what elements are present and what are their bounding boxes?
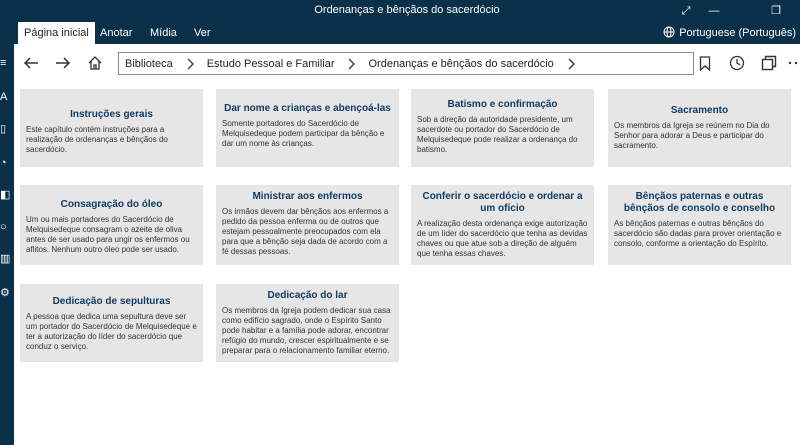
more-options-button[interactable] [786,52,800,74]
home-icon [87,55,103,71]
breadcrumb-item-estudo[interactable]: Estudo Pessoal e Familiar [206,57,335,70]
bookmark-icon [699,56,711,71]
search-icon[interactable]: ○ [0,221,7,233]
history-icon[interactable]: ◔ [0,157,7,169]
minimize-button[interactable]: — [708,5,720,17]
language-label: Portuguese (Português) [679,27,796,39]
chevron-right-icon[interactable] [564,57,578,71]
content-area [14,82,800,445]
window-title: Ordenanças e bênçãos do sacerdócio [314,4,500,16]
history-button[interactable] [726,52,748,74]
left-rail [0,0,14,445]
card-text: Os membros da Igreja se reúnem no Dia do Senhor para adorar a Deus e participar do sacramento. [614,121,770,150]
card-title: Conferir o sacerdócio e ordenar a um ofício [422,191,583,214]
home-button[interactable] [84,52,106,74]
menu-icon[interactable]: ≡ [0,57,7,69]
card-bencaos-paternas[interactable] [608,185,791,265]
card-instrucoes-gerais[interactable] [20,89,203,167]
card-text: Somente portadores do Sacerdócio de Melquisedeque podem participar da bênção e dar um nome às crianças. [222,119,385,148]
restore-button[interactable]: ❐ [771,5,781,17]
navigation-row [14,44,800,82]
card-title: Sacramento [670,105,729,116]
tab-anotar[interactable]: Anotar [100,27,133,39]
card-title: Batismo e confirmação [447,99,558,110]
breadcrumb-item-current[interactable]: Ordenanças e bênçãos do sacerdócio [368,57,554,70]
settings-icon[interactable]: ⚙ [0,287,10,299]
card-title: Dedicação do lar [267,290,348,301]
card-title: Dedicação de sepulturas [52,296,171,307]
tab-ver[interactable]: Ver [194,27,211,39]
card-conferir-sacerdocio[interactable] [411,185,594,265]
chevron-right-icon [344,57,358,71]
card-ministrar-enfermos[interactable] [216,185,399,265]
card-text: Os irmãos devem dar bênçãos aos enfermos a pedido da pessoa enferma ou de outros que estejam pessoalmente preocupados com ela para que a bênção seja dada de acordo com a fé dessas pessoas. [222,207,389,256]
card-batismo[interactable] [411,89,594,167]
title-bar [14,0,800,22]
card-sacramento[interactable] [608,89,791,167]
card-dedicacao-sepulturas[interactable] [20,284,203,362]
bookmark-button[interactable] [694,52,716,74]
card-text: Um ou mais portadores do Sacerdócio de Melquisedeque consagram o azeite de oliva antes de ser usado para ungir os enfermos ou aflitos. Nenhum outro óleo pode ser usado. [26,215,190,254]
card-consagracao-oleo[interactable] [20,185,203,265]
library-icon[interactable]: ▥ [0,253,11,265]
menu-bar [14,22,800,44]
breadcrumb-item-biblioteca[interactable]: Biblioteca [125,57,173,70]
clock-icon [729,55,745,71]
copy-windows-icon [761,55,777,71]
card-text: Sob a direção da autoridade presidente, um sacerdote ou portador do Sacerdócio de Melquisedeque pode realizar a ordenança do batismo. [417,115,578,154]
card-text: Este capítulo contém instruções para a realização de ordenanças e bênçãos do sacerdócio. [26,125,168,154]
back-button[interactable] [20,52,42,74]
card-text: As bênçãos paternas e outras bênçãos do sacerdócio são dadas para prover orientação e consolo, conforme a orientação do Espírito. [614,219,782,248]
card-title: Bênçãos paternas e outras bênçãos de consolo e conselho [623,191,776,214]
fullscreen-icon[interactable]: ⤢ [681,5,691,17]
card-title: Instruções gerais [70,109,153,120]
tab-midia[interactable]: Mídia [150,27,177,39]
card-dedicacao-lar[interactable] [216,284,399,362]
card-dar-nome[interactable] [216,89,399,167]
breadcrumb [118,52,694,75]
bookmark-icon[interactable]: ▯ [0,123,7,135]
card-text: A pessoa que dedica uma sepultura deve ser um portador do Sacerdócio de Melquisedeque e ter a autorização do líder do sacerdócio que conduz o serviço. [26,312,197,351]
more-icon [788,61,798,65]
arrow-right-icon [55,56,71,70]
card-title: Consagração do óleo [60,199,163,210]
font-size-icon[interactable]: A [0,91,8,103]
screens-icon[interactable]: ◧ [0,189,11,201]
forward-button[interactable] [52,52,74,74]
card-title: Dar nome a crianças e abençoá-las [224,103,391,114]
tab-pagina-inicial[interactable]: Página inicial [18,22,95,46]
card-text: Os membros da Igreja podem dedicar sua casa como edifício sagrado, onde o Espírito Santo pode habitar e a família pode adorar, encontrar refúgio do mundo, crescer espiritualmente e se preparar para o relacionamento familiar eterno. [222,306,391,355]
chevron-right-icon [183,57,197,71]
windows-button[interactable] [758,52,780,74]
language-selector[interactable] [663,22,796,44]
card-title: Ministrar aos enfermos [252,191,363,202]
arrow-left-icon [23,56,39,70]
card-text: A realização desta ordenança exige autorização de um líder do sacerdócio que tenha as devidas chaves ou que atue sob a direção de alguém que tenha essas chaves. [417,219,588,258]
globe-icon [663,26,675,38]
